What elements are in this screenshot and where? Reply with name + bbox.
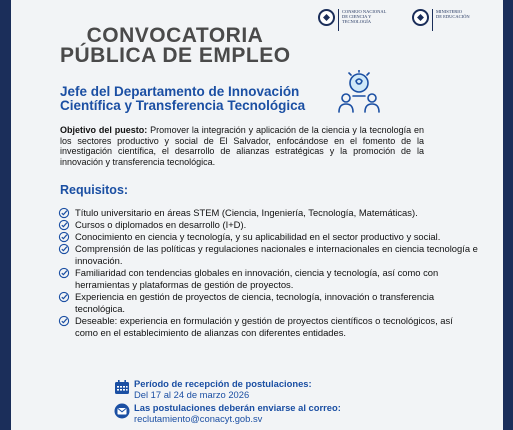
period-label: Período de recepción de postulaciones: xyxy=(134,378,312,389)
objective-label: Objetivo del puesto: xyxy=(60,125,148,135)
list-item xyxy=(58,207,478,219)
title-line-1: CONVOCATORIA xyxy=(86,24,264,47)
period-value: Del 17 al 24 de marzo 2026 xyxy=(134,389,250,400)
requirement-text: Deseable: experiencia en formulación y gestión de proyectos científicos o tecnológicos, así como en el establecimiento de alianzas con diferentes entidades. xyxy=(75,315,453,338)
logo-divider xyxy=(432,9,433,31)
requirement-text: Familiaridad con tendencias globales en innovación, ciencia y tecnología, así como con herramientas y plataformas de gestión de proyectos. xyxy=(75,267,439,290)
list-item xyxy=(58,291,478,315)
right-border-bar xyxy=(503,0,513,430)
list-item xyxy=(58,219,478,231)
conacyt-logo-text: CONSEJO NACIONAL DE CIENCIA Y TECNOLOGÍA xyxy=(342,9,387,25)
objective-paragraph xyxy=(60,125,424,167)
coat-of-arms-icon xyxy=(412,9,429,26)
calendar-icon xyxy=(114,379,130,395)
requirement-text: Comprensión de las políticas y regulaciones nacionales e internacionales en ciencia tecnología e innovación. xyxy=(75,243,478,266)
job-title-line-1: Jefe del Departamento de Innovación xyxy=(60,84,300,99)
check-circle-icon xyxy=(58,243,70,255)
conacyt-logo xyxy=(318,9,386,31)
logo-divider xyxy=(338,9,339,31)
requirements-heading: Requisitos: xyxy=(60,183,129,197)
job-title xyxy=(60,85,350,113)
list-item xyxy=(58,231,478,243)
job-title-line-2: Científica y Transferencia Tecnológica xyxy=(60,98,306,113)
email-address[interactable]: reclutamiento@conacyt.gob.sv xyxy=(134,413,263,424)
requirement-text: Experiencia en gestión de proyectos de ciencia, tecnología, innovación o transferencia tecnológica. xyxy=(75,291,435,314)
list-item xyxy=(58,243,478,267)
check-circle-icon xyxy=(58,207,70,219)
email-label: Las postulaciones deberán enviarse al correo: xyxy=(134,402,341,413)
coat-of-arms-icon xyxy=(318,9,335,26)
objective-text: Promover la integración y aplicación de la ciencia y la tecnología en los sectores productivo y social de El Salvador, enfocándose en el fomento de la investigación científica, el desarrollo de alianzas estratégicas y la promoción de la innovación y transferencia tecnológica. xyxy=(60,125,424,167)
check-circle-icon xyxy=(58,267,70,279)
mined-logo xyxy=(412,9,470,31)
requirements-list xyxy=(58,207,478,339)
check-circle-icon xyxy=(58,231,70,243)
check-circle-icon xyxy=(58,315,70,327)
list-item xyxy=(58,267,478,291)
check-circle-icon xyxy=(58,219,70,231)
left-border-bar xyxy=(0,0,11,430)
list-item xyxy=(58,315,478,339)
requirement-text: Título universitario en áreas STEM (Ciencia, Ingeniería, Tecnología, Matemáticas). xyxy=(75,207,418,218)
requirement-text: Conocimiento en ciencia y tecnología, y su aplicabilidad en el sector productivo y social. xyxy=(75,231,441,242)
institution-logos xyxy=(318,9,508,35)
mined-logo-text: MINISTERIO DE EDUCACIÓN xyxy=(436,9,470,20)
title-line-2: PÚBLICA DE EMPLEO xyxy=(60,44,291,67)
page-title xyxy=(60,26,290,66)
innovation-team-icon xyxy=(336,70,382,116)
requirement-text: Cursos o diplomados en desarrollo (I+D). xyxy=(75,219,247,230)
envelope-icon xyxy=(114,403,130,419)
check-circle-icon xyxy=(58,291,70,303)
